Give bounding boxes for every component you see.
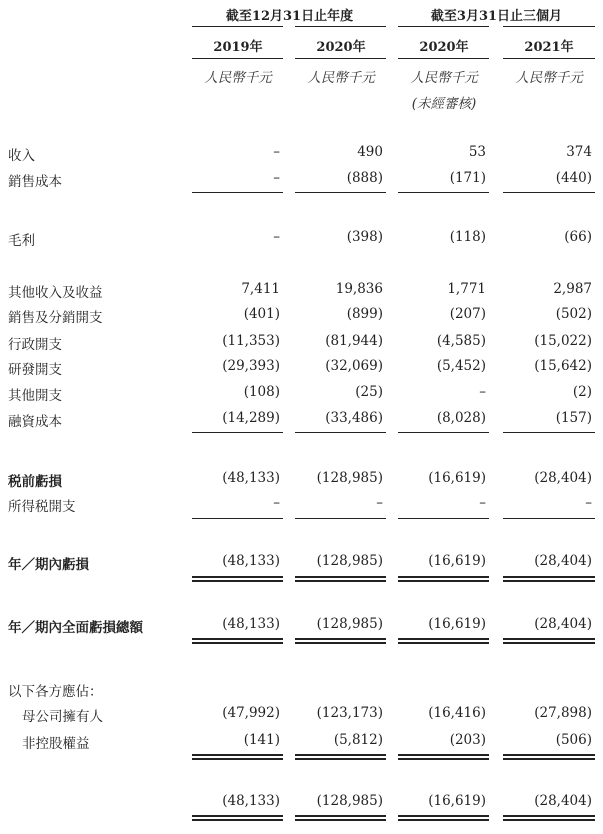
row-value: (66) [564,229,592,245]
rule-line [192,638,283,640]
row-value: – [273,495,280,511]
row-value: (81,944) [325,333,383,349]
row-value: (440) [555,170,592,186]
rule-line [192,576,283,578]
rule-line [398,819,489,821]
rule-line [192,642,283,644]
row-value: – [273,144,280,160]
group-header-year-ended: 截至12月31日止年度 [225,9,354,24]
row-label: 母公司擁有人 [22,709,103,725]
rule-line [398,642,489,644]
row-value: 2,987 [553,281,592,297]
rule-line [398,576,489,578]
row-value: (118) [449,229,486,245]
row-value: (32,069) [325,358,383,374]
row-value: (171) [449,170,486,186]
row-label: 非控股權益 [22,736,90,752]
unit-header-4: 人民幣千元 [515,70,583,86]
row-value: (888) [346,170,383,186]
rule-line [295,754,386,756]
row-value: 1,771 [447,281,486,297]
row-value: (48,133) [222,616,280,632]
row-value: (33,486) [325,410,383,426]
rule-line [503,26,595,27]
row-value: (128,985) [316,793,383,809]
rule-line [295,642,386,644]
rule-line [398,638,489,640]
row-value: (15,022) [534,333,592,349]
rule-line [295,576,386,578]
row-label: 其他開支 [8,388,62,404]
row-value: – [479,384,486,400]
rule-line [503,58,595,59]
row-value: 374 [566,144,592,160]
year-header-4: 2021年 [524,40,574,55]
rule-line [503,638,595,640]
rule-line [192,518,283,519]
rule-line [192,26,283,27]
row-value: (5,452) [436,358,486,374]
row-value: (47,992) [222,705,280,721]
rule-line [192,815,283,817]
rule-line [295,580,386,582]
rule-line [295,638,386,640]
rule-line [295,815,386,817]
rule-line [503,518,595,519]
row-value: (128,985) [316,616,383,632]
rule-line [192,192,283,193]
rule-line [503,432,595,433]
year-header-1: 2019年 [213,40,263,55]
rule-line [295,819,386,821]
row-value: (203) [449,732,486,748]
rule-line [295,518,386,519]
row-value: (28,404) [534,470,592,486]
row-value: (502) [555,306,592,322]
row-value: (15,642) [534,358,592,374]
rule-line [295,26,386,27]
rule-line [398,432,489,433]
row-value: (16,416) [428,705,486,721]
unaudited-note: (未經審核) [411,96,477,112]
rule-line [398,518,489,519]
rule-line [192,432,283,433]
rule-line [398,58,489,59]
row-value: 490 [357,144,383,160]
row-label: 銷售及分銷開支 [8,310,103,326]
row-label: 行政開支 [8,337,62,353]
row-label: 年／期內全面虧損總額 [8,620,143,636]
rule-line [295,192,386,193]
rule-line [503,815,595,817]
rule-line [295,432,386,433]
row-value: (128,985) [316,470,383,486]
row-value: (27,898) [534,705,592,721]
row-value: (29,393) [222,358,280,374]
row-value: (4,585) [436,333,486,349]
row-value: (28,404) [534,793,592,809]
row-value: (14,289) [222,410,280,426]
unit-header-2: 人民幣千元 [307,70,375,86]
unit-header-1: 人民幣千元 [204,70,272,86]
rule-line [503,580,595,582]
group-header-three-months: 截至3月31日止三個月 [430,9,563,24]
row-value: (48,133) [222,470,280,486]
row-value: (48,133) [222,553,280,569]
row-value: (16,619) [428,616,486,632]
row-value: 7,411 [241,281,280,297]
row-label: 年／期內虧損 [8,557,89,573]
row-value: (28,404) [534,616,592,632]
row-value: – [376,495,383,511]
row-value: (16,619) [428,470,486,486]
rule-line [398,26,489,27]
row-value: (141) [243,732,280,748]
row-label: 銷售成本 [8,174,62,190]
rule-line [192,580,283,582]
unit-header-3: 人民幣千元 [410,70,478,86]
row-value: (108) [243,384,280,400]
row-value: (8,028) [436,410,486,426]
rule-line [398,754,489,756]
row-value: (207) [449,306,486,322]
row-value: (2) [572,384,592,400]
rule-line [192,754,283,756]
row-value: 53 [468,144,486,160]
year-header-2: 2020年 [316,40,366,55]
row-label: 税前虧損 [8,474,62,490]
row-value: (128,985) [316,553,383,569]
row-label: 其他收入及收益 [8,285,103,301]
rule-line [503,754,595,756]
rule-line [192,58,283,59]
row-value: – [273,229,280,245]
row-value: – [585,495,592,511]
rule-line [503,576,595,578]
rule-line [503,642,595,644]
row-value: (11,353) [222,333,280,349]
rule-line [295,758,386,760]
row-label: 毛利 [8,233,35,249]
row-value: (398) [346,229,383,245]
row-value: (16,619) [428,793,486,809]
row-value: (25) [355,384,383,400]
rule-line [398,815,489,817]
row-value: 19,836 [335,281,383,297]
row-label: 收入 [8,148,35,164]
row-value: (157) [555,410,592,426]
row-label: 所得税開支 [8,499,76,515]
rule-line [192,758,283,760]
rule-line [398,192,489,193]
row-value: (123,173) [316,705,383,721]
rule-line [503,819,595,821]
row-value: (48,133) [222,793,280,809]
rule-line [398,758,489,760]
row-value: (5,812) [333,732,383,748]
rule-line [192,819,283,821]
row-value: – [273,170,280,186]
row-value: – [479,495,486,511]
rule-line [503,758,595,760]
rule-line [295,58,386,59]
rule-line [398,580,489,582]
row-value: (506) [555,732,592,748]
row-label: 以下各方應佔： [8,684,103,700]
rule-line [503,192,595,193]
year-header-3: 2020年 [419,40,469,55]
row-label: 研發開支 [8,362,62,378]
row-value: (899) [346,306,383,322]
row-value: (401) [243,306,280,322]
row-label: 融資成本 [8,414,62,430]
row-value: (28,404) [534,553,592,569]
row-value: (16,619) [428,553,486,569]
